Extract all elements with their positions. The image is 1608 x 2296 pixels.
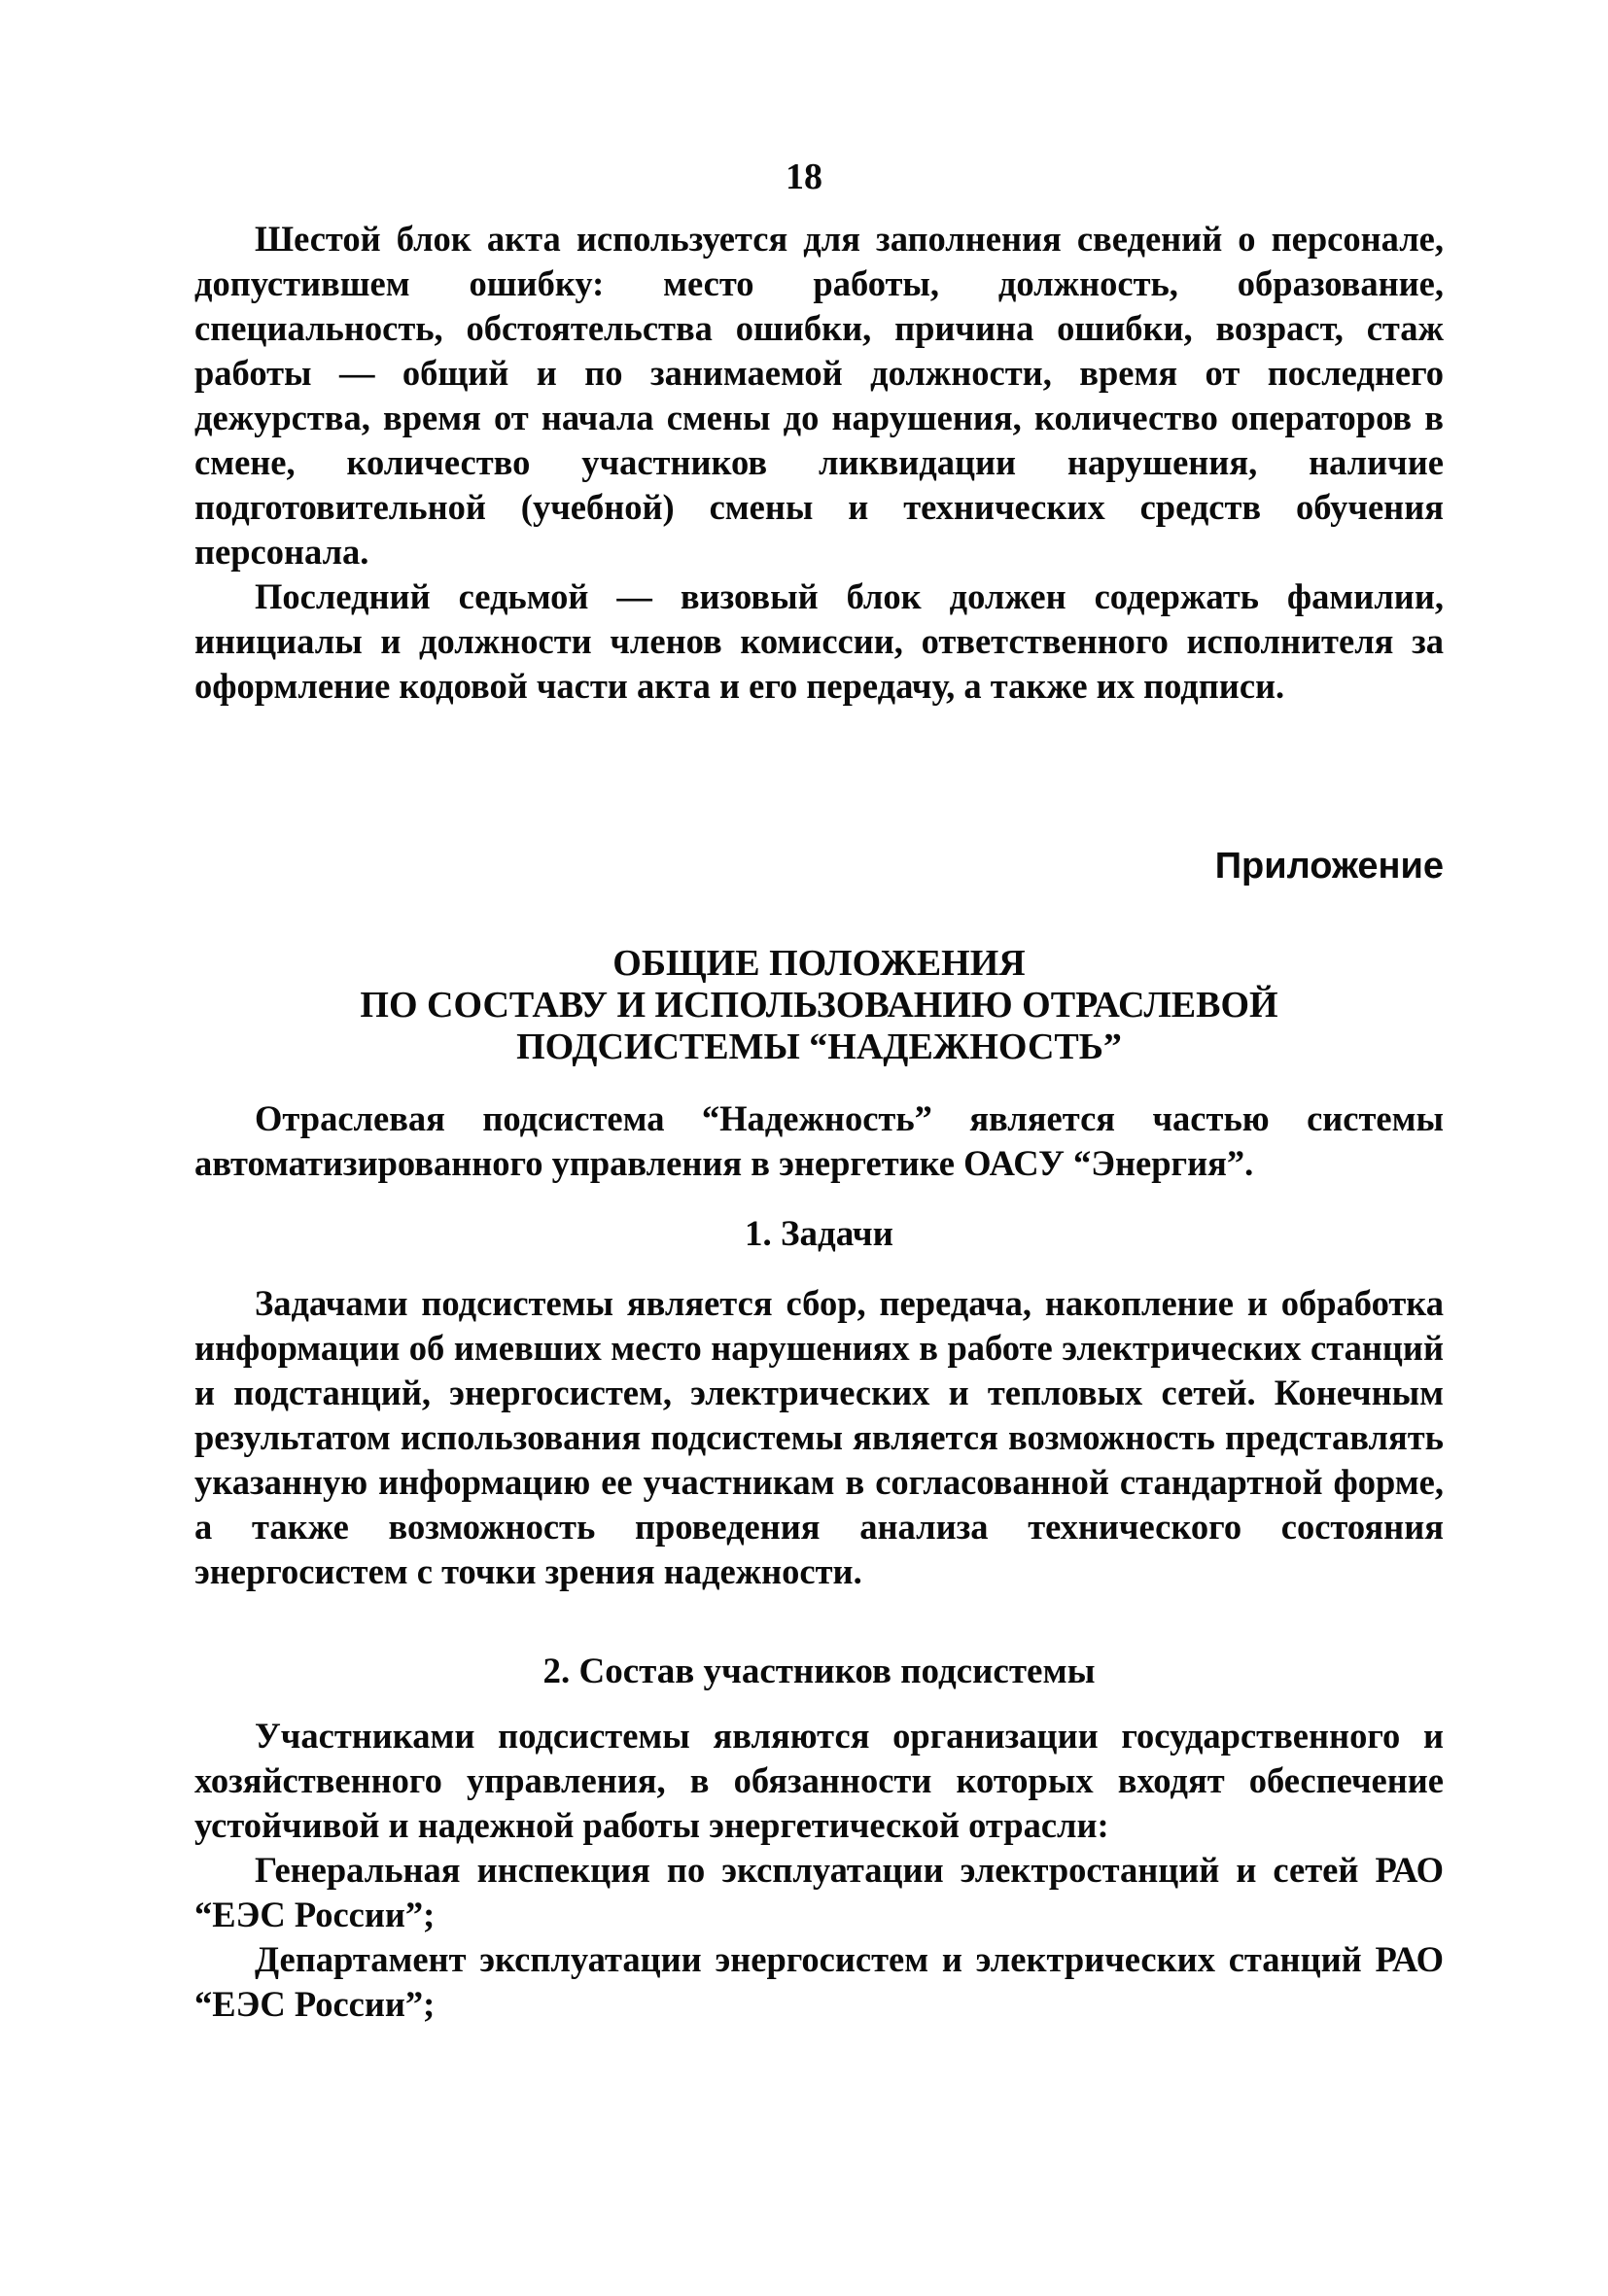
lead-paragraph: Отраслевая подсистема “Надежность” является частью системы автоматизированного управления в энергетике ОАСУ “Энергия”. (194, 1098, 1444, 1183)
paragraph-members: Участниками подсистемы являются организации государственного и хозяйственного управления, в обязанности которых входят обеспечение устойчивой и надежной работы энергетической отрасли: (194, 1716, 1444, 1845)
section-heading-tasks: 1. Задачи (745, 1214, 893, 1254)
appendix-label: Приложение (1214, 846, 1444, 887)
list-item: Департамент эксплуатации энергосистем и электрических станций РАО “ЕЭС России”; (194, 1939, 1444, 2024)
paragraph-seventh-block: Последний седьмой — визовый блок должен содержать фамилии, инициалы и должности членов комиссии, ответственного исполнителя за оформление кодовой части акта и его передачу, а также их подписи. (194, 576, 1444, 706)
section-members-text (194, 1714, 1444, 2027)
intro-text (194, 217, 1444, 709)
page-number: 18 (786, 157, 822, 197)
list-item: Генеральная инспекция по эксплуатации электростанций и сетей РАО “ЕЭС России”; (194, 1850, 1444, 1934)
title-line: ПО СОСТАВУ И ИСПОЛЬЗОВАНИЮ ОТРАСЛЕВОЙ (360, 985, 1278, 1026)
section-tasks-text (194, 1281, 1444, 1594)
paragraph-tasks: Задачами подсистемы является сбор, передача, накопление и обработка информации об имевших место нарушениях в работе электрических станций и подстанций, энергосистем, электрических и тепловых сетей. Конечным результатом использования подсистемы является возможность представлять указанную информацию ее участникам в согласованной стандартной форме, а также возможность проведения анализа технического состояния энергосистем с точки зрения надежности. (194, 1283, 1444, 1591)
appendix-title (194, 943, 1444, 1068)
paragraph-sixth-block: Шестой блок акта используется для заполнения сведений о персонале, допустившем ошибку: место работы, должность, образование, специальность, обстоятельства ошибки, причина ошибки, возраст, стаж работы — общий и по занимаемой должности, время от последнего дежурства, время от начала смены до нарушения, количество операторов в смене, количество участников ликвидации нарушения, наличие подготовительной (учебной) смены и технических средств обучения персонала. (194, 219, 1444, 572)
title-line: ОБЩИЕ ПОЛОЖЕНИЯ (612, 943, 1026, 984)
title-line: ПОДСИСТЕМЫ “НАДЕЖНОСТЬ” (516, 1026, 1122, 1067)
section-heading-members: 2. Состав участников подсистемы (542, 1652, 1096, 1691)
lead-text (194, 1096, 1444, 1186)
